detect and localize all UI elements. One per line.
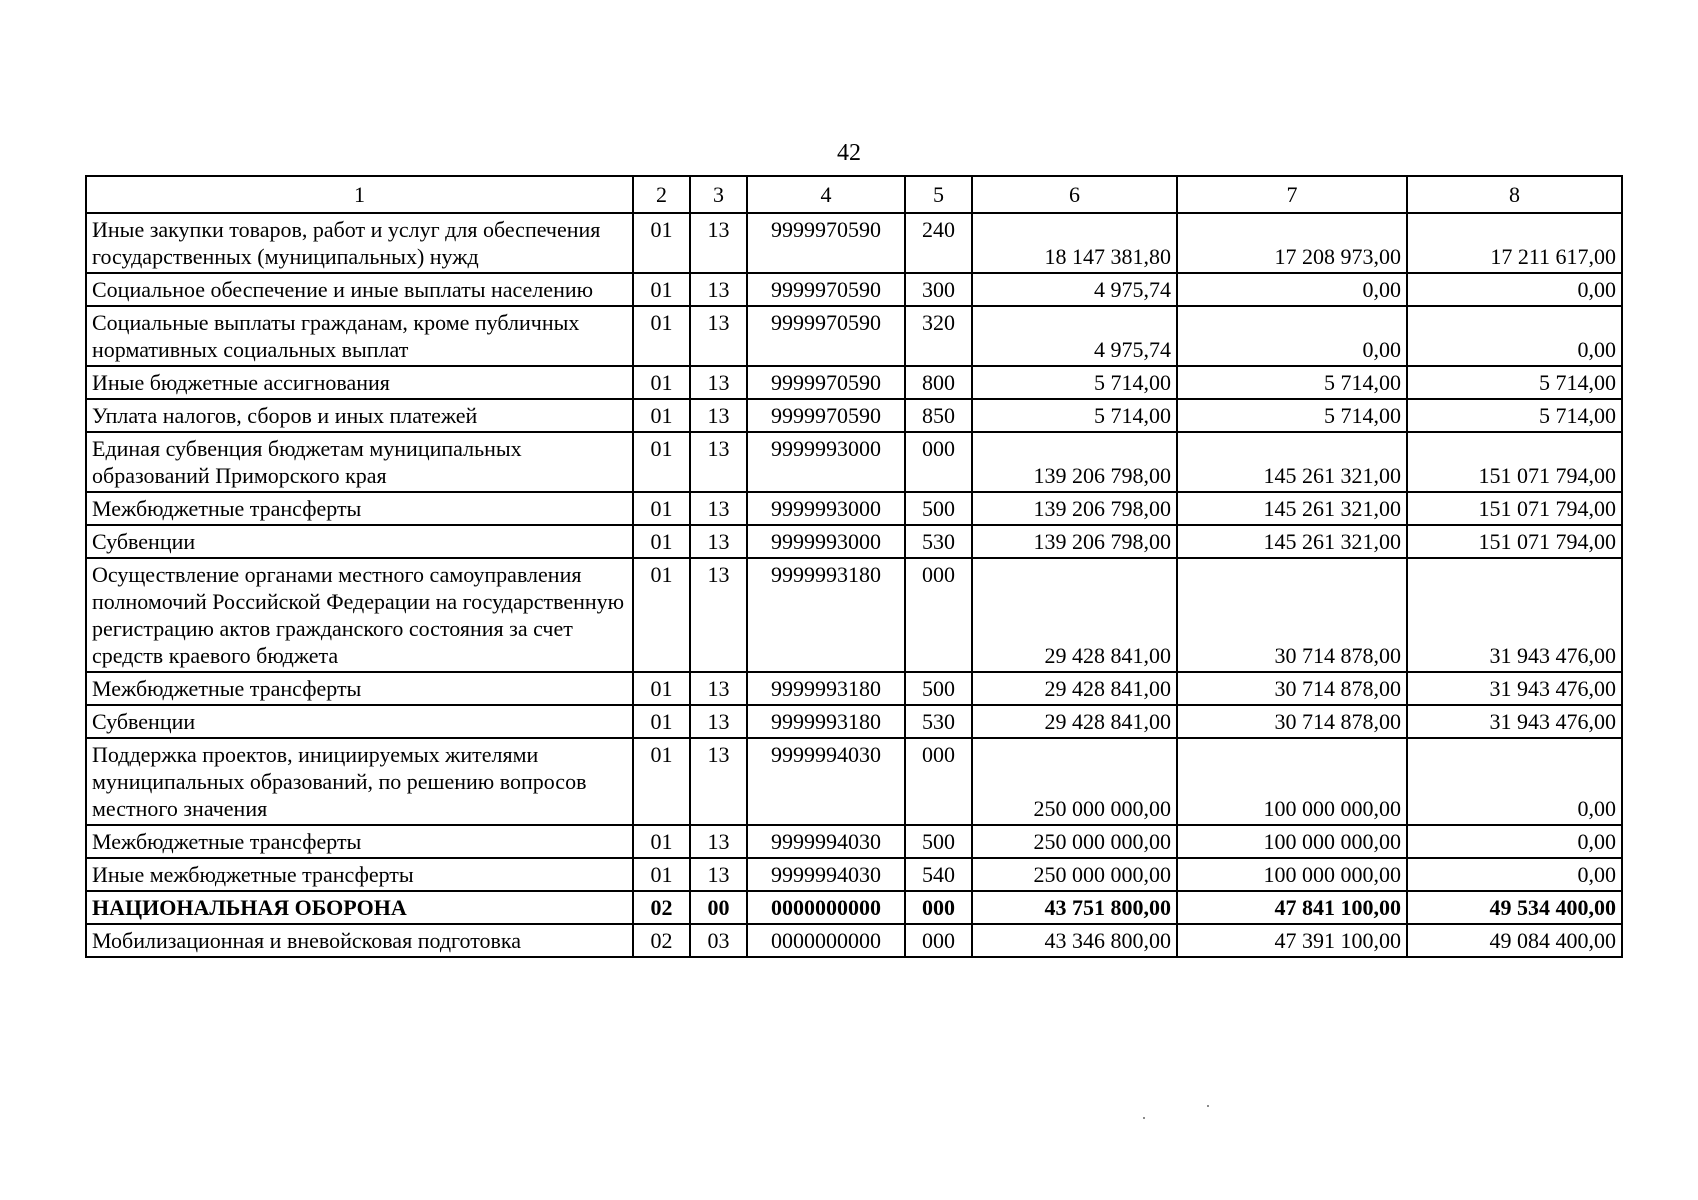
section-code-cell: 01: [633, 492, 690, 525]
amount-col6-cell: 5 714,00: [972, 366, 1177, 399]
amount-col8-cell: 0,00: [1407, 273, 1622, 306]
subsection-code-cell: 13: [690, 558, 747, 672]
column-header-3: 3: [690, 176, 747, 213]
section-code-cell: 01: [633, 858, 690, 891]
amount-col6-cell: 29 428 841,00: [972, 705, 1177, 738]
amount-col6-cell: 43 751 800,00: [972, 891, 1177, 924]
table-row: [86, 825, 1622, 858]
table-row: [86, 705, 1622, 738]
section-code-cell: 01: [633, 399, 690, 432]
amount-col6-cell: 18 147 381,80: [972, 213, 1177, 273]
column-header-6: 6: [972, 176, 1177, 213]
column-header-7: 7: [1177, 176, 1407, 213]
subsection-code-cell: 13: [690, 399, 747, 432]
subsection-code-cell: 00: [690, 891, 747, 924]
section-code-cell: 01: [633, 306, 690, 366]
row-name-cell: НАЦИОНАЛЬНАЯ ОБОРОНА: [86, 891, 633, 924]
section-code-cell: 01: [633, 705, 690, 738]
scan-speck: [1143, 1117, 1145, 1119]
row-name-cell: Межбюджетные трансферты: [86, 672, 633, 705]
expense-type-cell: 800: [905, 366, 972, 399]
amount-col8-cell: 5 714,00: [1407, 366, 1622, 399]
section-code-cell: 01: [633, 825, 690, 858]
amount-col7-cell: 17 208 973,00: [1177, 213, 1407, 273]
subsection-code-cell: 13: [690, 432, 747, 492]
expense-type-cell: 000: [905, 432, 972, 492]
amount-col7-cell: 30 714 878,00: [1177, 672, 1407, 705]
amount-col8-cell: 31 943 476,00: [1407, 672, 1622, 705]
section-code-cell: 02: [633, 891, 690, 924]
amount-col7-cell: 0,00: [1177, 273, 1407, 306]
subsection-code-cell: 13: [690, 858, 747, 891]
amount-col7-cell: 47 841 100,00: [1177, 891, 1407, 924]
expense-type-cell: 850: [905, 399, 972, 432]
amount-col7-cell: 47 391 100,00: [1177, 924, 1407, 957]
table-row: [86, 273, 1622, 306]
subsection-code-cell: 03: [690, 924, 747, 957]
amount-col6-cell: 139 206 798,00: [972, 492, 1177, 525]
amount-col7-cell: 145 261 321,00: [1177, 525, 1407, 558]
expense-type-cell: 000: [905, 558, 972, 672]
table-row: [86, 306, 1622, 366]
amount-col7-cell: 0,00: [1177, 306, 1407, 366]
target-article-cell: 9999993000: [747, 525, 905, 558]
section-code-cell: 01: [633, 366, 690, 399]
amount-col6-cell: 5 714,00: [972, 399, 1177, 432]
amount-col6-cell: 43 346 800,00: [972, 924, 1177, 957]
row-name-cell: Межбюджетные трансферты: [86, 825, 633, 858]
amount-col6-cell: 139 206 798,00: [972, 432, 1177, 492]
table-row: [86, 432, 1622, 492]
table-row: [86, 525, 1622, 558]
table-row: [86, 858, 1622, 891]
row-name-cell: Осуществление органами местного самоуправления полномочий Российской Федерации на государственную регистрацию актов гражданского состояния за счет средств краевого бюджета: [86, 558, 633, 672]
amount-col6-cell: 29 428 841,00: [972, 558, 1177, 672]
expense-type-cell: 000: [905, 924, 972, 957]
table-row: [86, 738, 1622, 825]
row-name-cell: Единая субвенция бюджетам муниципальных образований Приморского края: [86, 432, 633, 492]
target-article-cell: 9999993000: [747, 432, 905, 492]
target-article-cell: 9999993180: [747, 672, 905, 705]
row-name-cell: Поддержка проектов, инициируемых жителями муниципальных образований, по решению вопросов местного значения: [86, 738, 633, 825]
table-row: [86, 492, 1622, 525]
amount-col8-cell: 151 071 794,00: [1407, 492, 1622, 525]
expense-type-cell: 500: [905, 672, 972, 705]
expense-type-cell: 540: [905, 858, 972, 891]
target-article-cell: 9999994030: [747, 738, 905, 825]
amount-col6-cell: 4 975,74: [972, 273, 1177, 306]
column-header-1: 1: [86, 176, 633, 213]
amount-col7-cell: 100 000 000,00: [1177, 825, 1407, 858]
section-code-cell: 01: [633, 738, 690, 825]
row-name-cell: Межбюджетные трансферты: [86, 492, 633, 525]
table-row: [86, 366, 1622, 399]
expense-type-cell: 300: [905, 273, 972, 306]
target-article-cell: 9999994030: [747, 825, 905, 858]
target-article-cell: 9999993180: [747, 558, 905, 672]
row-name-cell: Мобилизационная и вневойсковая подготовка: [86, 924, 633, 957]
amount-col7-cell: 100 000 000,00: [1177, 738, 1407, 825]
target-article-cell: 9999970590: [747, 399, 905, 432]
amount-col8-cell: 0,00: [1407, 738, 1622, 825]
amount-col7-cell: 5 714,00: [1177, 399, 1407, 432]
amount-col7-cell: 30 714 878,00: [1177, 558, 1407, 672]
amount-col7-cell: 5 714,00: [1177, 366, 1407, 399]
row-name-cell: Иные закупки товаров, работ и услуг для обеспечения государственных (муниципальных) нужд: [86, 213, 633, 273]
target-article-cell: 9999970590: [747, 306, 905, 366]
subsection-code-cell: 13: [690, 672, 747, 705]
row-name-cell: Социальное обеспечение и иные выплаты населению: [86, 273, 633, 306]
section-code-cell: 01: [633, 432, 690, 492]
row-name-cell: Иные межбюджетные трансферты: [86, 858, 633, 891]
subsection-code-cell: 13: [690, 366, 747, 399]
table-row: [86, 924, 1622, 957]
amount-col7-cell: 100 000 000,00: [1177, 858, 1407, 891]
target-article-cell: 0000000000: [747, 891, 905, 924]
section-code-cell: 01: [633, 558, 690, 672]
budget-table: [85, 175, 1623, 958]
amount-col8-cell: 0,00: [1407, 858, 1622, 891]
column-header-4: 4: [747, 176, 905, 213]
table-row: [86, 558, 1622, 672]
amount-col6-cell: 250 000 000,00: [972, 738, 1177, 825]
subsection-code-cell: 13: [690, 492, 747, 525]
section-code-cell: 01: [633, 672, 690, 705]
target-article-cell: 9999993000: [747, 492, 905, 525]
expense-type-cell: 500: [905, 825, 972, 858]
target-article-cell: 9999993180: [747, 705, 905, 738]
amount-col8-cell: 17 211 617,00: [1407, 213, 1622, 273]
row-name-cell: Иные бюджетные ассигнования: [86, 366, 633, 399]
amount-col6-cell: 250 000 000,00: [972, 825, 1177, 858]
amount-col8-cell: 49 084 400,00: [1407, 924, 1622, 957]
expense-type-cell: 000: [905, 738, 972, 825]
amount-col8-cell: 49 534 400,00: [1407, 891, 1622, 924]
amount-col6-cell: 4 975,74: [972, 306, 1177, 366]
amount-col8-cell: 31 943 476,00: [1407, 705, 1622, 738]
amount-col6-cell: 250 000 000,00: [972, 858, 1177, 891]
target-article-cell: 9999970590: [747, 366, 905, 399]
row-name-cell: Социальные выплаты гражданам, кроме публичных нормативных социальных выплат: [86, 306, 633, 366]
amount-col7-cell: 145 261 321,00: [1177, 492, 1407, 525]
column-header-2: 2: [633, 176, 690, 213]
section-code-cell: 01: [633, 213, 690, 273]
expense-type-cell: 500: [905, 492, 972, 525]
expense-type-cell: 320: [905, 306, 972, 366]
row-name-cell: Субвенции: [86, 705, 633, 738]
expense-type-cell: 530: [905, 705, 972, 738]
table-row: [86, 672, 1622, 705]
expense-type-cell: 530: [905, 525, 972, 558]
subsection-code-cell: 13: [690, 825, 747, 858]
header-row: [86, 176, 1622, 213]
amount-col8-cell: 151 071 794,00: [1407, 525, 1622, 558]
target-article-cell: 9999970590: [747, 213, 905, 273]
row-name-cell: Уплата налогов, сборов и иных платежей: [86, 399, 633, 432]
table-row: [86, 399, 1622, 432]
amount-col6-cell: 139 206 798,00: [972, 525, 1177, 558]
target-article-cell: 9999970590: [747, 273, 905, 306]
section-code-cell: 01: [633, 273, 690, 306]
subsection-code-cell: 13: [690, 705, 747, 738]
column-header-8: 8: [1407, 176, 1622, 213]
amount-col8-cell: 151 071 794,00: [1407, 432, 1622, 492]
amount-col8-cell: 5 714,00: [1407, 399, 1622, 432]
table-row: [86, 213, 1622, 273]
section-code-cell: 01: [633, 525, 690, 558]
target-article-cell: 9999994030: [747, 858, 905, 891]
row-name-cell: Субвенции: [86, 525, 633, 558]
target-article-cell: 0000000000: [747, 924, 905, 957]
amount-col7-cell: 145 261 321,00: [1177, 432, 1407, 492]
page-number: 42: [837, 140, 861, 166]
column-header-5: 5: [905, 176, 972, 213]
subsection-code-cell: 13: [690, 273, 747, 306]
subsection-code-cell: 13: [690, 213, 747, 273]
subsection-code-cell: 13: [690, 525, 747, 558]
section-code-cell: 02: [633, 924, 690, 957]
amount-col7-cell: 30 714 878,00: [1177, 705, 1407, 738]
expense-type-cell: 000: [905, 891, 972, 924]
subsection-code-cell: 13: [690, 738, 747, 825]
amount-col6-cell: 29 428 841,00: [972, 672, 1177, 705]
amount-col8-cell: 31 943 476,00: [1407, 558, 1622, 672]
subsection-code-cell: 13: [690, 306, 747, 366]
table-row: [86, 891, 1622, 924]
expense-type-cell: 240: [905, 213, 972, 273]
amount-col8-cell: 0,00: [1407, 825, 1622, 858]
amount-col8-cell: 0,00: [1407, 306, 1622, 366]
scan-speck: [1207, 1105, 1209, 1107]
